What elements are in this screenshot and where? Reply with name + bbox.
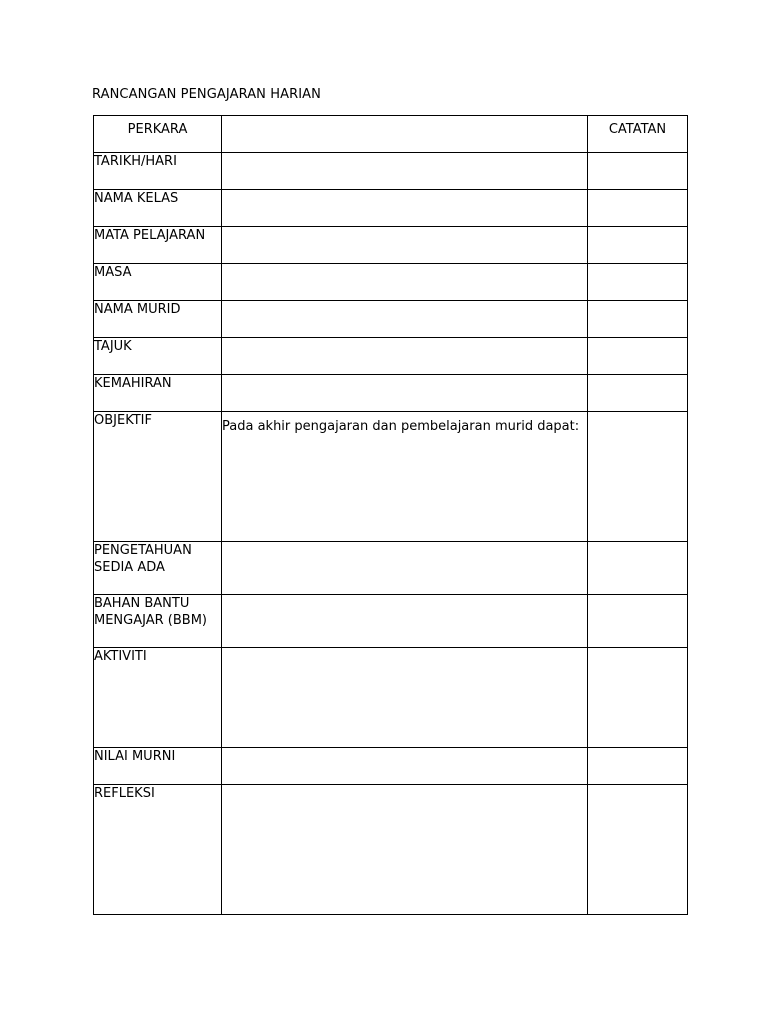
row-content[interactable] (222, 785, 588, 915)
row-content[interactable] (222, 227, 588, 264)
row-label: AKTIVITI (94, 648, 222, 748)
row-notes[interactable] (588, 153, 688, 190)
table-row-refleksi (94, 785, 688, 915)
row-label: KEMAHIRAN (94, 375, 222, 412)
row-notes[interactable] (588, 375, 688, 412)
row-content[interactable]: Pada akhir pengajaran dan pembelajaran murid dapat: (222, 412, 588, 542)
row-notes[interactable] (588, 648, 688, 748)
row-label: BAHAN BANTU MENGAJAR (BBM) (94, 595, 222, 648)
row-notes[interactable] (588, 190, 688, 227)
row-notes[interactable] (588, 412, 688, 542)
table-row-pengetahuan-sedia-ada (94, 542, 688, 595)
table-row-objektif (94, 412, 688, 542)
row-content[interactable] (222, 375, 588, 412)
row-notes[interactable] (588, 542, 688, 595)
row-label: NAMA KELAS (94, 190, 222, 227)
row-content[interactable] (222, 542, 588, 595)
row-label: OBJEKTIF (94, 412, 222, 542)
header-cell-perkara: PERKARA (94, 116, 222, 153)
table-row-tarikh-hari (94, 153, 688, 190)
table-row-masa (94, 264, 688, 301)
row-content[interactable] (222, 748, 588, 785)
row-label: NILAI MURNI (94, 748, 222, 785)
row-content[interactable] (222, 648, 588, 748)
row-label: MASA (94, 264, 222, 301)
row-notes[interactable] (588, 338, 688, 375)
row-label: TAJUK (94, 338, 222, 375)
row-content[interactable] (222, 301, 588, 338)
row-content[interactable] (222, 153, 588, 190)
table-row-nama-murid (94, 301, 688, 338)
row-notes[interactable] (588, 301, 688, 338)
row-notes[interactable] (588, 227, 688, 264)
header-cell-content (222, 116, 588, 153)
table-row-bahan-bantu-mengajar (94, 595, 688, 648)
row-label: MATA PELAJARAN (94, 227, 222, 264)
table-header-row (94, 116, 688, 153)
row-notes[interactable] (588, 595, 688, 648)
row-label: TARIKH/HARI (94, 153, 222, 190)
row-label: PENGETAHUAN SEDIA ADA (94, 542, 222, 595)
row-notes[interactable] (588, 748, 688, 785)
lesson-plan-table (93, 115, 688, 915)
row-content[interactable] (222, 338, 588, 375)
row-label: REFLEKSI (94, 785, 222, 915)
table-row-nilai-murni (94, 748, 688, 785)
row-notes[interactable] (588, 264, 688, 301)
table-row-tajuk (94, 338, 688, 375)
row-content[interactable] (222, 264, 588, 301)
table-row-aktiviti (94, 648, 688, 748)
row-label: NAMA MURID (94, 301, 222, 338)
row-content[interactable] (222, 595, 588, 648)
row-notes[interactable] (588, 785, 688, 915)
header-cell-catatan: CATATAN (588, 116, 688, 153)
table-row-nama-kelas (94, 190, 688, 227)
table-row-kemahiran (94, 375, 688, 412)
document-title: RANCANGAN PENGAJARAN HARIAN (92, 87, 321, 102)
table-row-mata-pelajaran (94, 227, 688, 264)
row-content[interactable] (222, 190, 588, 227)
